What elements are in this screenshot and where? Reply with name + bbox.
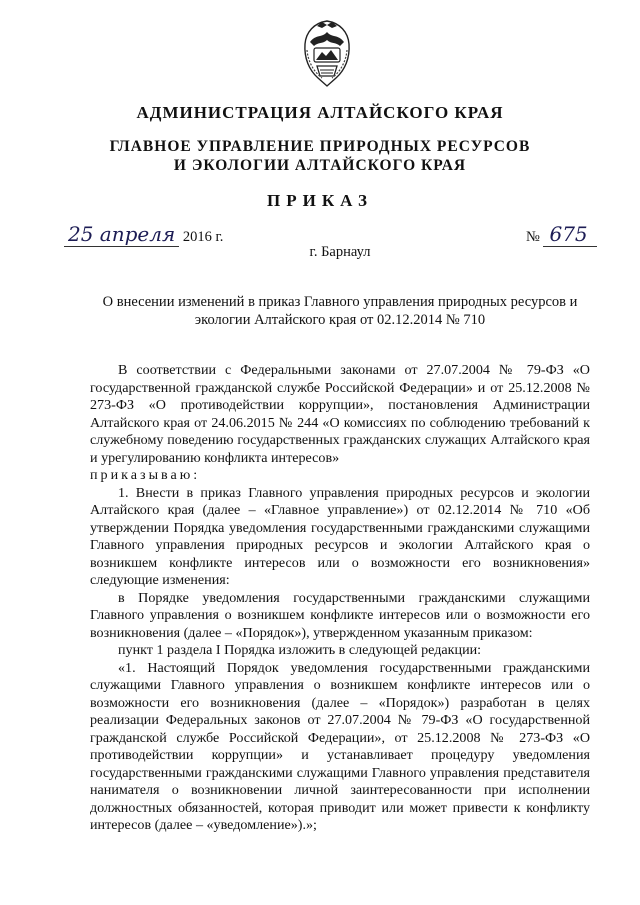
body-paragraph: «1. Настоящий Порядок уведомления государственными гражданскими служащими Главного управления о возникшем конфликте интересов или о возможности его возникновения (далее – «Порядок») разработан в целях реализации Федеральных законов от 27.07.2004 № 79-ФЗ «О государственной гражданской службе Российской Федерации», от 25.12.2008 № 273-ФЗ «О противодействии коррупции» и устанавливает процедуру уведомления государственными гражданскими служащими Главного управления представителя нанимателя о возникновении личной заинтересованности при исполнении должностных обязанностей, которая приводит или может привести к конфликту интересов (далее – «уведомление»).»; bbox=[90, 659, 590, 833]
document-type: ПРИКАЗ bbox=[267, 191, 373, 210]
department-title-line2: И ЭКОЛОГИИ АЛТАЙСКОГО КРАЯ bbox=[173, 157, 467, 174]
body-paragraph: пункт 1 раздела I Порядка изложить в следующей редакции: bbox=[118, 642, 482, 658]
coat-of-arms-emblem bbox=[296, 18, 358, 90]
city: г. Барнаул bbox=[309, 244, 371, 260]
administration-title: АДМИНИСТРАЦИЯ АЛТАЙСКОГО КРАЯ bbox=[136, 103, 504, 122]
order-year: 2016 г. bbox=[182, 229, 224, 245]
body-paragraph: В соответствии с Федеральными законами от 27.07.2004 № 79-ФЗ «О государственной гражданской службе Российской Федерации» и от 25.12.2008 № 273-ФЗ «О противодействии коррупции», постановления Администрации Алтайского края от 24.06.2015 № 244 «О комиссиях по соблюдению требований к служебному поведению государственных гражданских служащих Алтайского края и урегулированию конфликта интересов» bbox=[90, 362, 590, 466]
handwritten-number: 675 bbox=[543, 222, 597, 247]
department-title-line1: ГЛАВНОЕ УПРАВЛЕНИЕ ПРИРОДНЫХ РЕСУРСОВ bbox=[109, 138, 531, 155]
order-body bbox=[90, 362, 590, 835]
handwritten-date: 25 апреля bbox=[64, 222, 179, 247]
order-subject: О внесении изменений в приказ Главного управления природных ресурсов и экологии Алтайского края от 02.12.2014 № 710 bbox=[102, 294, 578, 328]
number-sign: № bbox=[526, 229, 540, 245]
body-paragraph: 1. Внести в приказ Главного управления природных ресурсов и экологии Алтайского края (далее – «Главное управление») от 02.12.2014 № 710 «Об утверждении Порядка уведомления государственными гражданскими служащими Главного управления природных ресурсов и экологии Алтайского края о возникшем конфликте интересов или о возможности его возникновения» следующие изменения: bbox=[90, 484, 590, 588]
body-paragraph: в Порядке уведомления государственными гражданскими служащими Главного управления о возникшем конфликте интересов или о возможности его возникновения (далее – «Порядок»), утвержденном указанным приказом: bbox=[90, 589, 590, 641]
order-verb: приказываю: bbox=[90, 467, 201, 483]
